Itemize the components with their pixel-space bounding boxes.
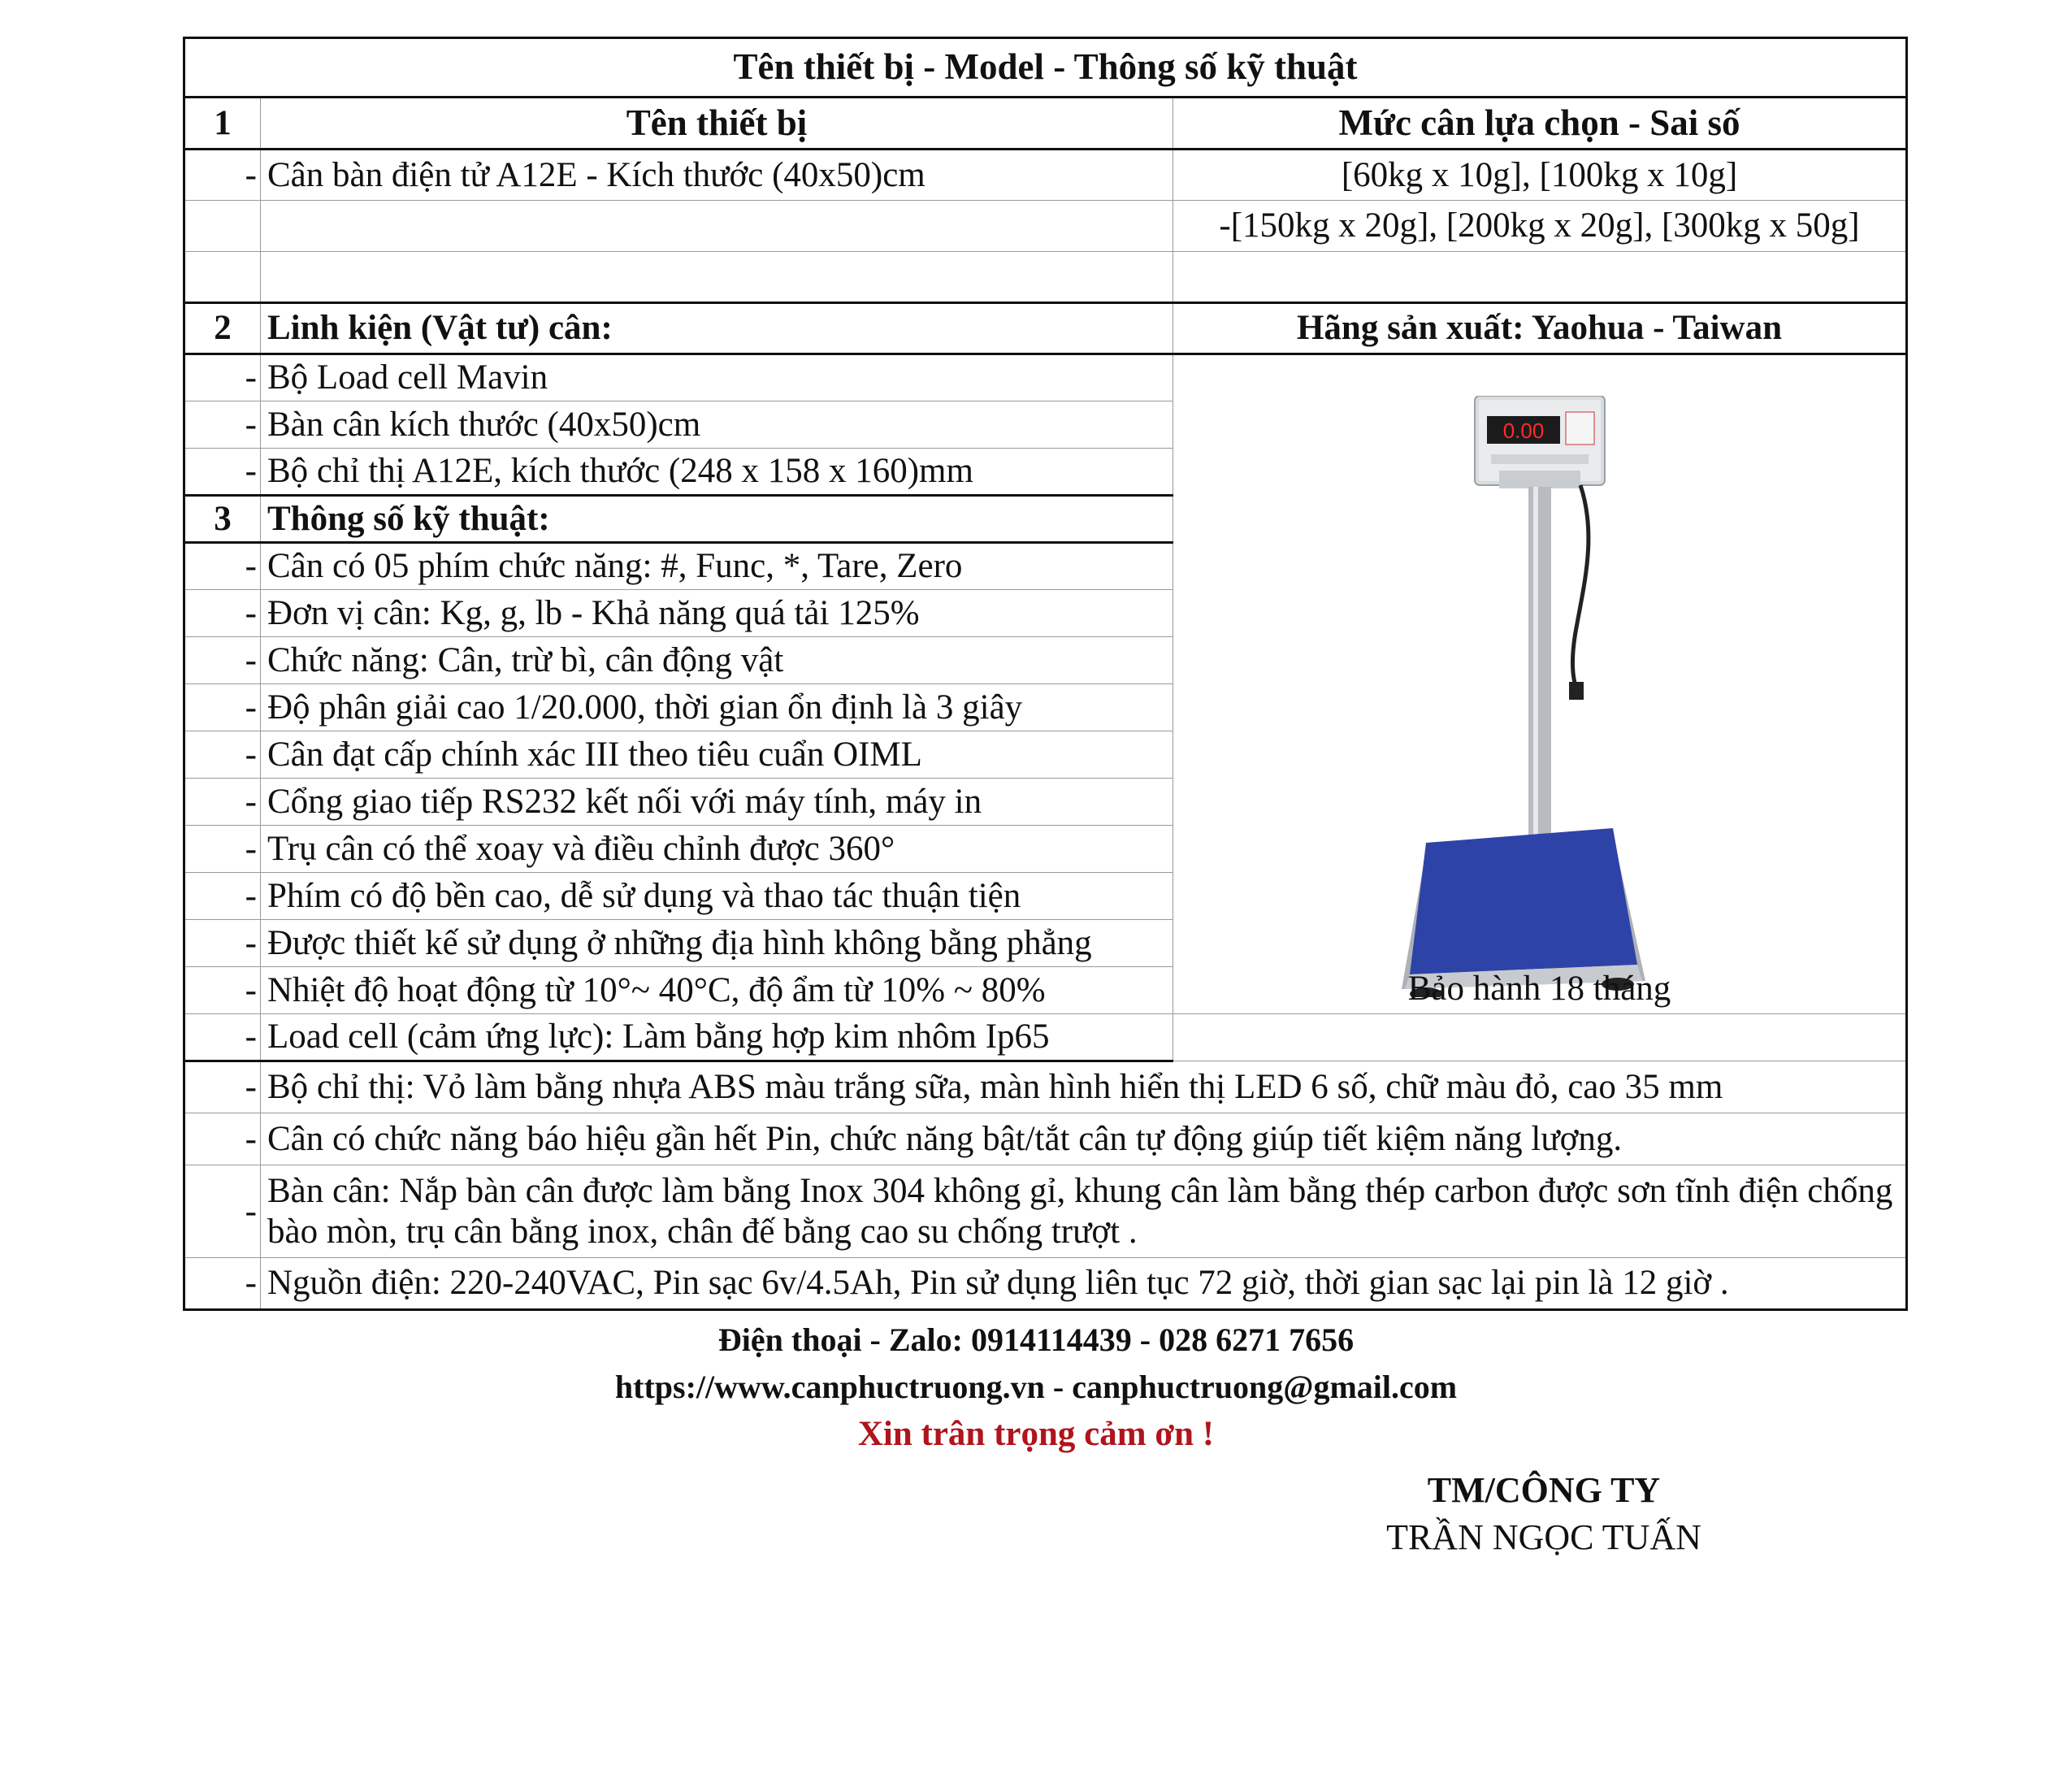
range-line-1: [60kg x 10g], [100kg x 10g] bbox=[1173, 150, 1907, 201]
contact-web: https://www.canphuctruong.vn - canphuctruong@gmail.com bbox=[614, 1369, 1458, 1405]
signature-title: TM/CÔNG TY bbox=[1427, 1470, 1661, 1510]
list-item: Nguồn điện: 220-240VAC, Pin sạc 6v/4.5Ah, Pin sử dụng liên tục 72 giờ, thời gian sạc lại pin là 12 giờ . bbox=[261, 1258, 1907, 1310]
warranty-text: Bảo hành 18 tháng bbox=[1407, 969, 1671, 1008]
contact-phone: Điện thoại - Zalo: 0914114439 - 028 6271 7656 bbox=[717, 1321, 1355, 1358]
list-item: Chức năng: Cân, trừ bì, cân động vật bbox=[261, 637, 1173, 684]
section-title: Linh kiện (Vật tư) cân: bbox=[261, 303, 1173, 354]
column-header-device: Tên thiết bị bbox=[261, 98, 1173, 150]
list-item: Cân có 05 phím chức năng: #, Func, *, Tare, Zero bbox=[261, 543, 1173, 590]
list-item: Bàn cân: Nắp bàn cân được làm bằng Inox 304 không gỉ, khung cân làm bằng thép carbon được sơn tĩnh điện chống bào mòn, trụ cân bằng inox, chân đế bằng cao su chống trượt . bbox=[261, 1165, 1907, 1258]
table-title: Tên thiết bị - Model - Thông số kỹ thuật bbox=[184, 38, 1907, 98]
list-item: Độ phân giải cao 1/20.000, thời gian ổn định là 3 giây bbox=[261, 684, 1173, 731]
indicator-reading: 0.00 bbox=[1502, 419, 1544, 443]
list-item: Phím có độ bền cao, dễ sử dụng và thao tác thuận tiện bbox=[261, 873, 1173, 920]
list-item: Được thiết kế sử dụng ở những địa hình không bằng phẳng bbox=[261, 920, 1173, 967]
row-dash: - bbox=[184, 150, 261, 201]
list-item: Load cell (cảm ứng lực): Làm bằng hợp kim nhôm Ip65 bbox=[261, 1014, 1173, 1061]
spec-sheet bbox=[183, 37, 1908, 1311]
section-number: 1 bbox=[184, 98, 261, 150]
signature-name: TRẦN NGỌC TUẤN bbox=[1386, 1517, 1701, 1557]
range-line-2: -[150kg x 20g], [200kg x 20g], [300kg x 50g] bbox=[1173, 201, 1907, 252]
list-item: Bàn cân kích thước (40x50)cm bbox=[261, 401, 1173, 449]
section-title: Thông số kỹ thuật: bbox=[261, 496, 1173, 543]
list-item: Cổng giao tiếp RS232 kết nối với máy tính, máy in bbox=[261, 779, 1173, 826]
column-header-range: Mức cân lựa chọn - Sai số bbox=[1173, 98, 1907, 150]
spec-table: Tên thiết bị - Model - Thông số kỹ thuật 1 Tên thiết bị Mức cân lựa chọn - Sai số - Cân bàn điện tử A12E - Kích thước (40x50)cm [60kg x 10g], [100kg x 10g] -[150kg x 20g], [200kg x 20g], [300kg x 50g] 2 Linh kiện (Vật tư) cân: Hãng sản xuất: Yaohua - Taiwan - Bộ Load cell Mavin 0.00 Bảo hành 18 tháng - Bàn cân kích thước (40x50)cm - Bộ chỉ thị A12E, kích thước (248 x 158 x 160)mm 3 Thông số kỹ thuật: - Cân có 05 phím chức năng: #, Func, *, Tare, Zero - Đơn vị cân: Kg, g, lb - Khả năng quá tải 125% - Chức năng: Cân, trừ bì, cân động vật - Độ phân giải cao 1/20.000, thời gian ổn định là 3 giây - Cân đạt cấp chính xác III theo tiêu cuẩn OIML - Cổng giao tiếp RS232 kết nối với máy tính, máy in - Trụ cân có thể xoay và điều chỉnh được 360° - Phím có độ bền cao, dễ sử dụng và thao tác thuận tiện - Được thiết kế sử dụng ở những địa hình không bằng phẳng - Nhiệt độ hoạt động từ 10°~ 40°C, độ ẩm từ 10% ~ 80% - Load cell (cảm ứng lực): Làm bằng hợp kim nhôm Ip65 - Bộ chỉ thị: Vỏ làm bằng nhựa ABS màu trắng sữa, màn hình hiển thị LED 6 số, chữ màu đỏ, cao 35 mm - Cân có chức năng báo hiệu gần hết Pin, chức năng bật/tắt cân tự động giúp tiết kiệm năng lượng. - Bàn cân: Nắp bàn cân được làm bằng Inox 304 không gỉ, khung cân làm bằng thép carbon được sơn tĩnh điện chống bào mòn, trụ cân bằng inox, chân đế bằng cao su chống trượt . - Nguồn điện: 220-240VAC, Pin sạc 6v/4.5Ah, Pin sử dụng liên tục 72 giờ, thời gian sạc lại pin là 12 giờ . bbox=[183, 37, 1908, 1311]
manufacturer: Hãng sản xuất: Yaohua - Taiwan bbox=[1173, 303, 1907, 354]
list-item: Cân có chức năng báo hiệu gần hết Pin, chức năng bật/tắt cân tự động giúp tiết kiệm năng lượng. bbox=[261, 1113, 1907, 1165]
list-item: Cân đạt cấp chính xác III theo tiêu cuẩn OIML bbox=[261, 731, 1173, 779]
list-item: Bộ chỉ thị: Vỏ làm bằng nhựa ABS màu trắng sữa, màn hình hiển thị LED 6 số, chữ màu đỏ, cao 35 mm bbox=[261, 1061, 1907, 1113]
device-name: Cân bàn điện tử A12E - Kích thước (40x50)cm bbox=[261, 150, 1173, 201]
section-number: 3 bbox=[184, 496, 261, 543]
section-number: 2 bbox=[184, 303, 261, 354]
product-image-cell bbox=[1173, 354, 1907, 1014]
list-item: Trụ cân có thể xoay và điều chỉnh được 360° bbox=[261, 826, 1173, 873]
list-item: Bộ chỉ thị A12E, kích thước (248 x 158 x 160)mm bbox=[261, 449, 1173, 496]
thanks-message: Xin trân trọng cảm ơn ! bbox=[857, 1415, 1215, 1453]
list-item: Đơn vị cân: Kg, g, lb - Khả năng quá tải 125% bbox=[261, 590, 1173, 637]
list-item: Nhiệt độ hoạt động từ 10°~ 40°C, độ ẩm từ 10% ~ 80% bbox=[261, 967, 1173, 1014]
list-item: Bộ Load cell Mavin bbox=[261, 354, 1173, 401]
platform-scale-image bbox=[1377, 396, 1702, 997]
